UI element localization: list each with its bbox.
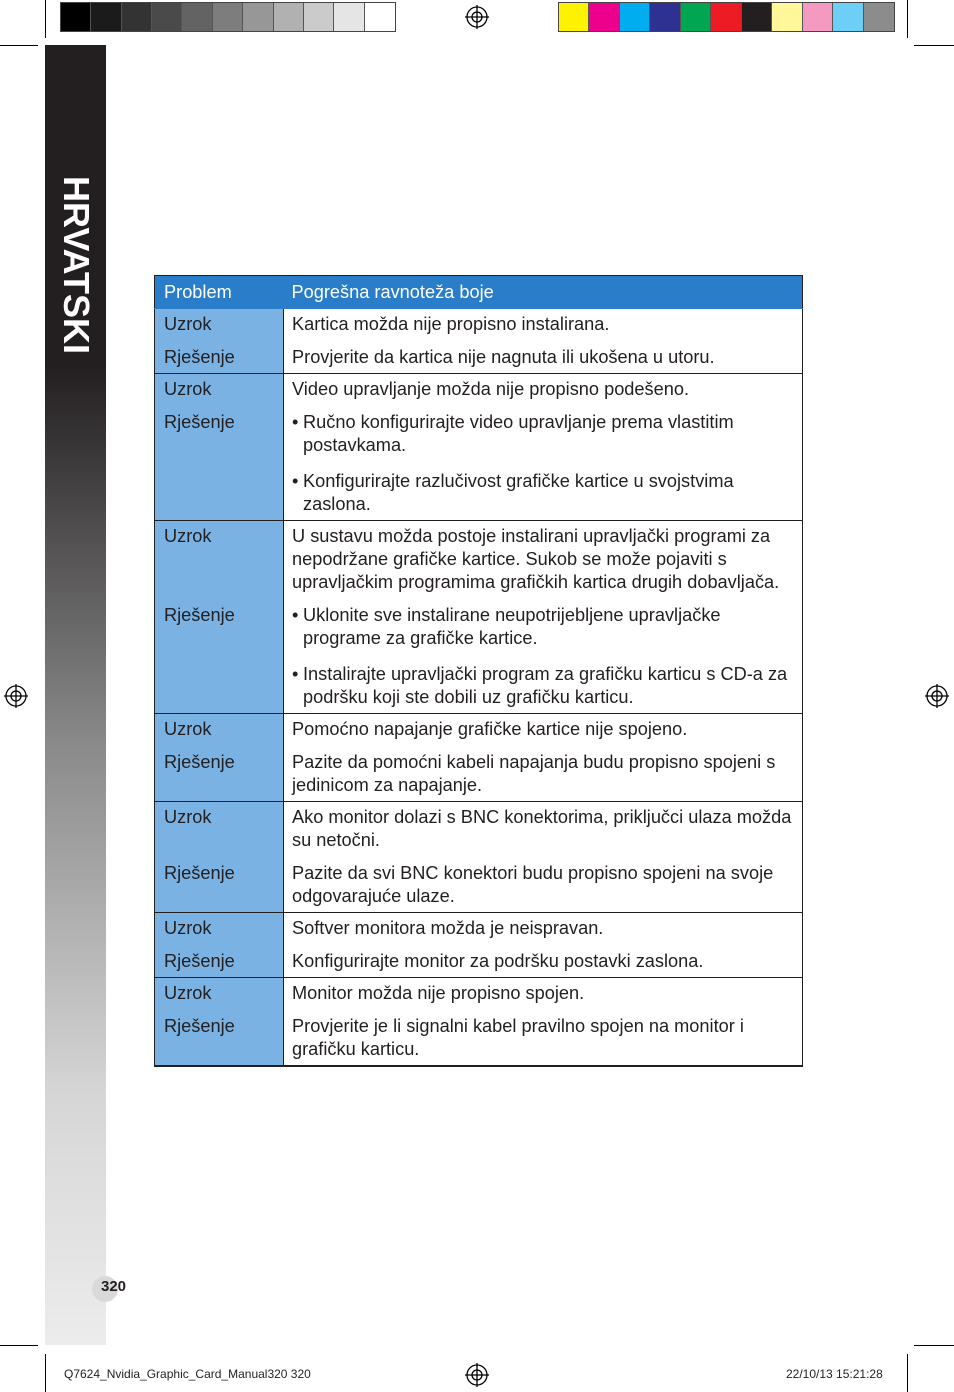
color-swatch xyxy=(182,3,212,31)
solution-label: Rješenje xyxy=(155,1015,284,1066)
table-row xyxy=(155,950,803,978)
table-row xyxy=(155,978,803,1006)
color-swatch xyxy=(833,3,863,31)
crop-mark xyxy=(45,0,46,38)
solution-text: Provjerite da kartica nije nagnuta ili ukošena u utoru. xyxy=(292,347,715,367)
solution-label: Rješenje xyxy=(155,950,284,978)
cause-text: Softver monitora možda je neispravan. xyxy=(284,913,803,941)
color-swatch xyxy=(243,3,273,31)
color-swatch xyxy=(803,3,833,31)
color-swatch xyxy=(152,3,182,31)
solution-item: • Konfigurirajte razlučivost grafičke kartice u svojstvima zaslona. xyxy=(292,471,734,514)
color-swatch xyxy=(304,3,334,31)
cause-label: Uzrok xyxy=(155,802,284,853)
color-swatch xyxy=(61,3,91,31)
crop-mark xyxy=(914,45,954,46)
registration-mark-icon xyxy=(465,5,489,29)
date-slug: 22/10/13 15:21:28 xyxy=(786,1367,883,1381)
table-row xyxy=(155,309,803,337)
solution-item: • Uklonite sve instalirane neupotrijebljene upravljačke programe za grafičke kartice. xyxy=(292,605,721,648)
solution-label: Rješenje xyxy=(155,411,284,521)
registration-mark-icon xyxy=(4,684,28,708)
crop-mark xyxy=(907,1354,908,1392)
table-row xyxy=(155,802,803,853)
cause-text: Video upravljanje možda nije propisno podešeno. xyxy=(284,374,803,402)
color-swatch xyxy=(91,3,121,31)
crop-mark xyxy=(0,45,38,46)
color-swatch xyxy=(864,3,894,31)
registration-mark-icon xyxy=(925,684,949,708)
color-swatch xyxy=(589,3,619,31)
table-row xyxy=(155,604,803,714)
color-swatch xyxy=(365,3,395,31)
language-tab-label: HRVATSKI xyxy=(55,175,97,355)
table-header-row xyxy=(155,276,803,309)
solution-label: Rješenje xyxy=(155,346,284,374)
registration-mark-icon xyxy=(465,1363,489,1387)
color-swatch xyxy=(620,3,650,31)
gray-color-bar xyxy=(60,2,396,32)
page-number: 320 xyxy=(101,1278,127,1295)
color-swatch xyxy=(711,3,741,31)
solution-list xyxy=(284,411,803,521)
solution-text: Pazite da pomoćni kabeli napajanja budu propisno spojeni s jedinicom za napajanje. xyxy=(292,752,776,795)
cause-label: Uzrok xyxy=(155,978,284,1006)
cause-label: Uzrok xyxy=(155,913,284,941)
solution-label: Rješenje xyxy=(155,862,284,913)
crop-mark xyxy=(914,1345,954,1346)
header-problem-title: Pogrešna ravnoteža boje xyxy=(284,276,803,309)
table-row xyxy=(155,346,803,374)
color-swatch xyxy=(650,3,680,31)
solution-text: Pazite da svi BNC konektori budu propisno spojeni na svoje odgovarajuće ulaze. xyxy=(292,863,774,906)
table-row xyxy=(155,411,803,521)
crop-mark xyxy=(45,1354,46,1392)
cause-text: Kartica možda nije propisno instalirana. xyxy=(292,314,610,334)
crop-mark xyxy=(907,0,908,38)
cause-label: Uzrok xyxy=(155,374,284,402)
cause-text: Ako monitor dolazi s BNC konektorima, priključci ulaza možda su netočni. xyxy=(284,802,803,853)
cause-text: Monitor možda nije propisno spojen. xyxy=(284,978,803,1006)
color-swatch xyxy=(213,3,243,31)
cause-text: U sustavu možda postoje instalirani upravljački programi za nepodržane grafičke kartice. Sukob se može pojaviti s upravljačkim programima grafičkih kartica drugih dobavljača. xyxy=(284,521,803,595)
process-color-bar xyxy=(558,2,895,32)
table-row xyxy=(155,913,803,941)
color-swatch xyxy=(274,3,304,31)
solution-text: Konfigurirajte monitor za podršku postavki zaslona. xyxy=(292,951,704,971)
file-slug: Q7624_Nvidia_Graphic_Card_Manual320 320 xyxy=(64,1367,311,1381)
table-row xyxy=(155,862,803,913)
table-row xyxy=(155,751,803,802)
table-row xyxy=(155,521,803,595)
color-swatch xyxy=(122,3,152,31)
table-row xyxy=(155,1015,803,1066)
solution-text: Provjerite je li signalni kabel pravilno spojen na monitor i grafičku karticu. xyxy=(292,1016,744,1059)
solution-label: Rješenje xyxy=(155,604,284,714)
crop-mark xyxy=(0,1345,38,1346)
header-problem-label: Problem xyxy=(155,276,284,309)
color-swatch xyxy=(559,3,589,31)
cause-label: Uzrok xyxy=(155,714,284,742)
color-swatch xyxy=(742,3,772,31)
cause-label: Uzrok xyxy=(155,309,284,337)
solution-list xyxy=(284,604,803,714)
cause-text: Pomoćno napajanje grafičke kartice nije spojeno. xyxy=(284,714,803,742)
solution-item: • Instalirajte upravljački program za grafičku karticu s CD-a za podršku koji ste dobili uz grafičku karticu. xyxy=(292,664,788,707)
color-swatch xyxy=(334,3,364,31)
color-swatch xyxy=(681,3,711,31)
solution-item: • Ručno konfigurirajte video upravljanje prema vlastitim postavkama. xyxy=(292,412,734,455)
cause-label: Uzrok xyxy=(155,521,284,595)
solution-label: Rješenje xyxy=(155,751,284,802)
table-row xyxy=(155,374,803,402)
table-row xyxy=(155,714,803,742)
troubleshooting-table xyxy=(154,275,803,1067)
color-swatch xyxy=(772,3,802,31)
